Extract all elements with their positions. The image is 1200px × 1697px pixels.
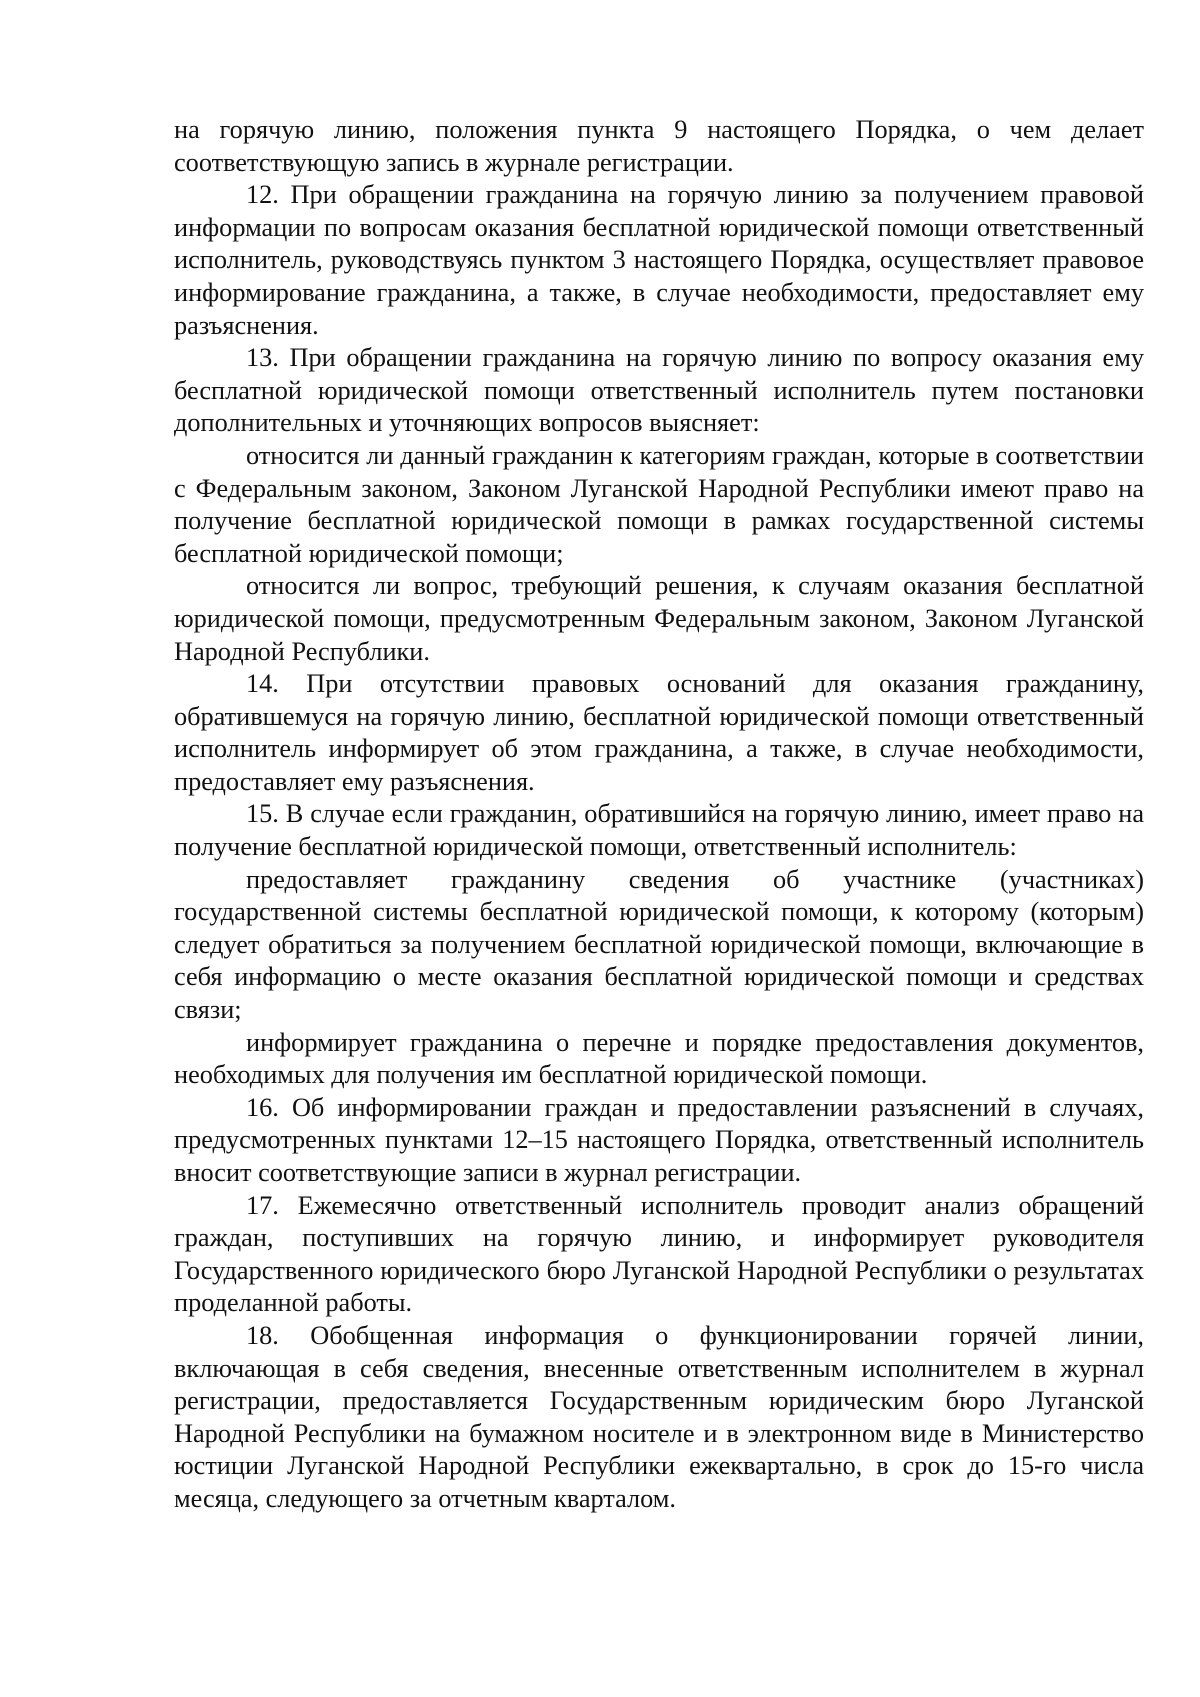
paragraph-item-16: 16. Об информировании граждан и предоставлении разъяснений в случаях, предусмотренных пунктами 12–15 настоящего Порядка, ответственный исполнитель вносит соответствующие записи в журнал регистрации. [174,1092,1144,1187]
paragraph-item-18: 18. Обобщенная информация о функционировании горячей линии, включающая в себя сведения, внесенные ответственным исполнителем в журнал регистрации, предоставляется Государственным юридическим бюро Луганской Народной Республики на бумажном носителе и в электронном виде в Министерство юстиции Луганской Народной Республики ежеквартально, в срок до 15-го числа месяца, следующего за отчетным кварталом. [174,1320,1144,1513]
paragraph-item-15: 15. В случае если гражданин, обратившийся на горячую линию, имеет право на получение бесплатной юридической помощи, ответственный исполнитель: [174,799,1144,862]
paragraph-item-17: 17. Ежемесячно ответственный исполнитель проводит анализ обращений граждан, поступивших на горячую линию, и информирует руководителя Государственного юридического бюро Луганской Народной Республики о результатах проделанной работы. [174,1190,1144,1318]
paragraph-item-13-sub-1: относится ли данный гражданин к категориям граждан, которые в соответствии с Федеральным законом, Законом Луганской Народной Республики имеют право на получение бесплатной юридической помощи в рамках государственной системы бесплатной юридической помощи; [174,440,1144,568]
paragraph-item-15-sub-2: информирует гражданина о перечне и порядке предоставления документов, необходимых для получения им бесплатной юридической помощи. [174,1027,1144,1090]
document-body [174,114,1144,1516]
paragraph-item-14: 14. При отсутствии правовых оснований для оказания гражданину, обратившемуся на горячую линию, бесплатной юридической помощи ответственный исполнитель информирует об этом гражданина, а также, в случае необходимости, предоставляет ему разъяснения. [174,669,1144,796]
paragraph-item-13-sub-2: относится ли вопрос, требующий решения, к случаям оказания бесплатной юридической помощи, предусмотренным Федеральным законом, Законом Луганской Народной Республики. [174,571,1144,666]
paragraph-item-15-sub-1: предоставляет гражданину сведения об участнике (участниках) государственной системы бесплатной юридической помощи, к которому (которым) следует обратиться за получением бесплатной юридической помощи, включающие в себя информацию о месте оказания бесплатной юридической помощи и средствах связи; [174,864,1144,1025]
paragraph-item-12: 12. При обращении гражданина на горячую линию за получением правовой информации по вопросам оказания бесплатной юридической помощи ответственный исполнитель, руководствуясь пунктом 3 настоящего Порядка, осуществляет правовое информирование гражданина, а также, в случае необходимости, предоставляет ему разъяснения. [174,180,1144,340]
paragraph-continuation: на горячую линию, положения пункта 9 настоящего Порядка, о чем делает соответствующую запись в журнале регистрации. [174,115,1144,177]
paragraph-item-13: 13. При обращении гражданина на горячую линию по вопросу оказания ему бесплатной юридической помощи ответственный исполнитель путем постановки дополнительных и уточняющих вопросов выясняет: [174,343,1144,438]
